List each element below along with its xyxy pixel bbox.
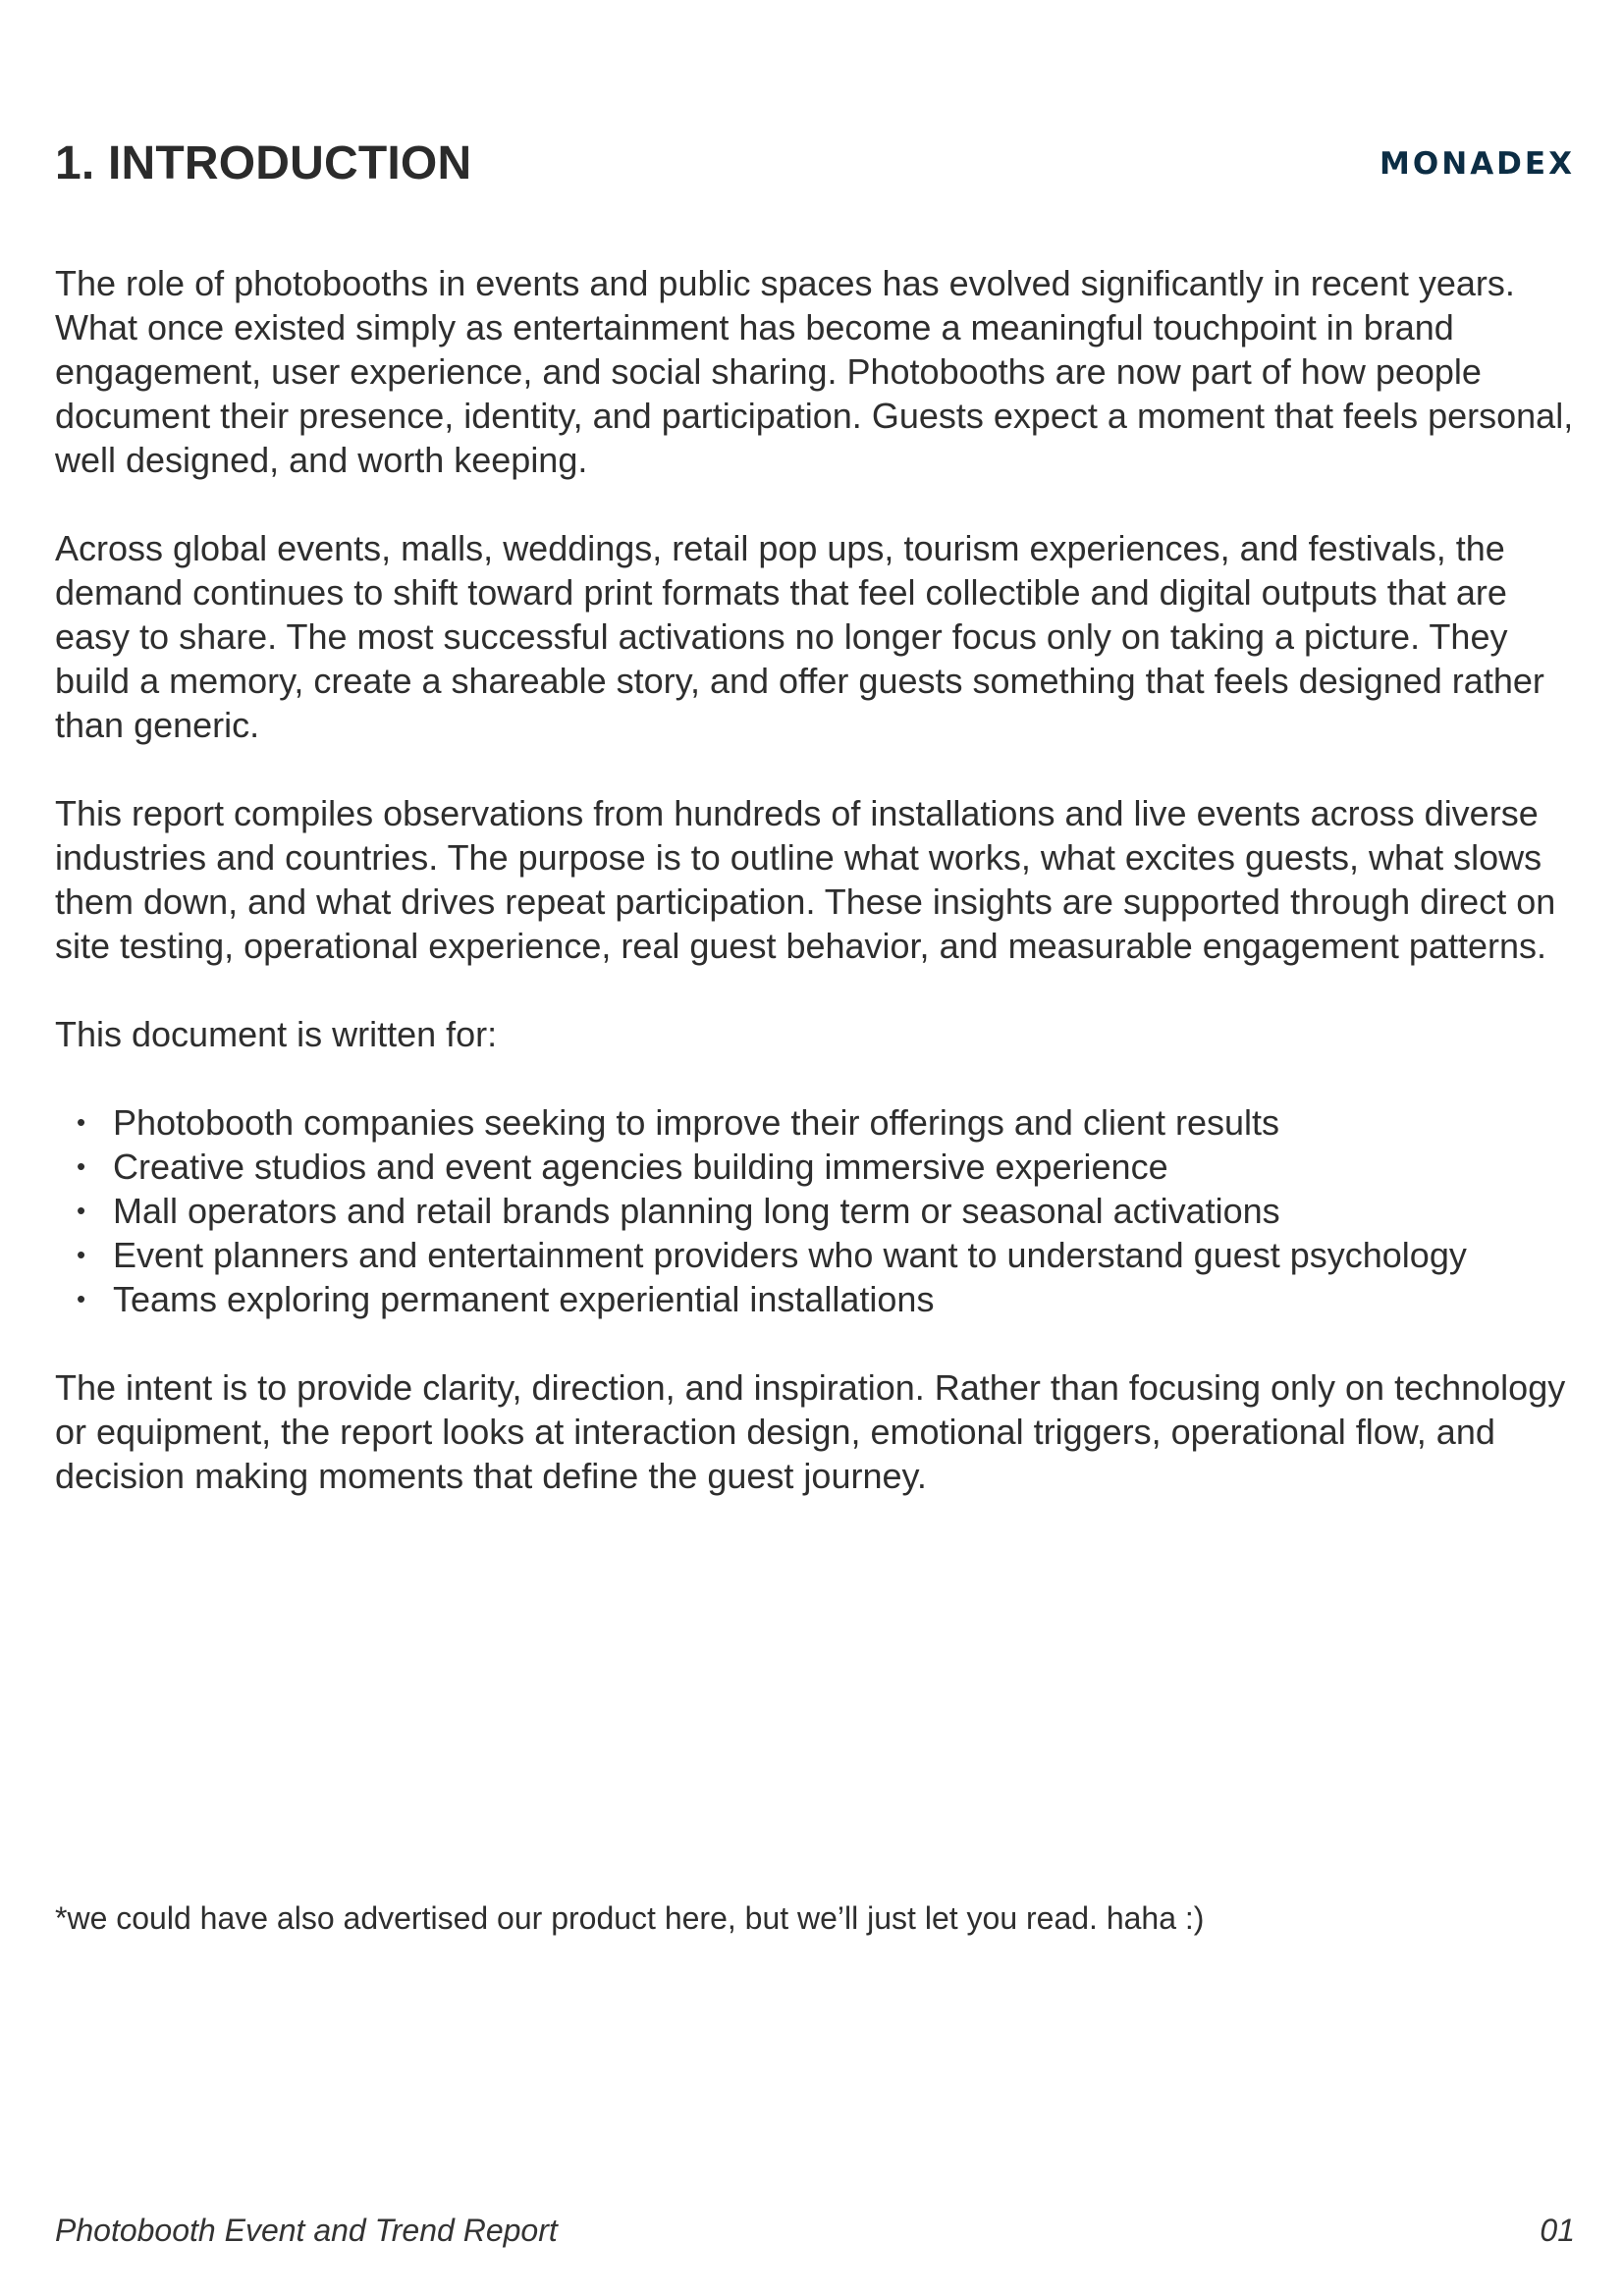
list-item xyxy=(55,1145,1575,1189)
list-item-text: Creative studios and event agencies building immersive experience xyxy=(113,1147,1168,1187)
closing-paragraph: The intent is to provide clarity, direction, and inspiration. Rather than focusing only on technology or equipment, the report looks at interaction design, emotional triggers, operational flow, and decision making moments that define the guest journey. xyxy=(55,1367,1566,1496)
intro-paragraph-3: This report compiles observations from hundreds of installations and live events across diverse industries and countries. The purpose is to outline what works, what excites guests, what slows them down, and what drives repeat participation. These insights are supported through direct on site testing, operational experience, real guest behavior, and measurable engagement patterns. xyxy=(55,793,1556,966)
page-number: 01 xyxy=(1540,2213,1575,2248)
page-header xyxy=(55,135,1575,194)
main-content xyxy=(55,261,1575,1542)
list-item xyxy=(55,1189,1575,1233)
list-item-text: Mall operators and retail brands planning long term or seasonal activations xyxy=(113,1191,1280,1231)
footer-report-name: Photobooth Event and Trend Report xyxy=(55,2213,558,2248)
list-item xyxy=(55,1100,1575,1145)
list-item-text: Event planners and entertainment providers who want to understand guest psychology xyxy=(113,1235,1467,1275)
bullet-icon: • xyxy=(77,1240,86,1269)
intro-paragraph-1: The role of photobooths in events and public spaces has evolved significantly in recent years. What once existed simply as entertainment has become a meaningful touchpoint in brand engagement, user experience, and social sharing. Photobooths are now part of how people document their presence, identity, and participation. Guests expect a moment that feels personal, well designed, and worth keeping. xyxy=(55,263,1574,480)
intro-paragraph-2: Across global events, malls, weddings, retail pop ups, tourism experiences, and festivals, the demand continues to shift toward print formats that feel collectible and digital outputs that are easy to share. The most successful activations no longer focus only on taking a picture. They build a memory, create a shareable story, and offer guests something that feels designed rather than generic. xyxy=(55,528,1544,745)
audience-list xyxy=(55,1100,1575,1321)
list-item-text: Teams exploring permanent experiential installations xyxy=(113,1279,935,1319)
bullet-icon: • xyxy=(77,1196,86,1225)
bullet-icon: • xyxy=(77,1284,86,1313)
section-title: 1. INTRODUCTION xyxy=(55,137,472,189)
list-item-text: Photobooth companies seeking to improve their offerings and client results xyxy=(113,1102,1280,1143)
bullet-icon: • xyxy=(77,1107,86,1137)
brand-logo: MONADEX xyxy=(1380,146,1575,182)
list-item xyxy=(55,1277,1575,1321)
footnote: *we could have also advertised our product here, but we’ll just let you read. haha :) xyxy=(55,1900,1205,1936)
audience-intro: This document is written for: xyxy=(55,1014,498,1054)
list-item xyxy=(55,1233,1575,1277)
bullet-icon: • xyxy=(77,1151,86,1181)
